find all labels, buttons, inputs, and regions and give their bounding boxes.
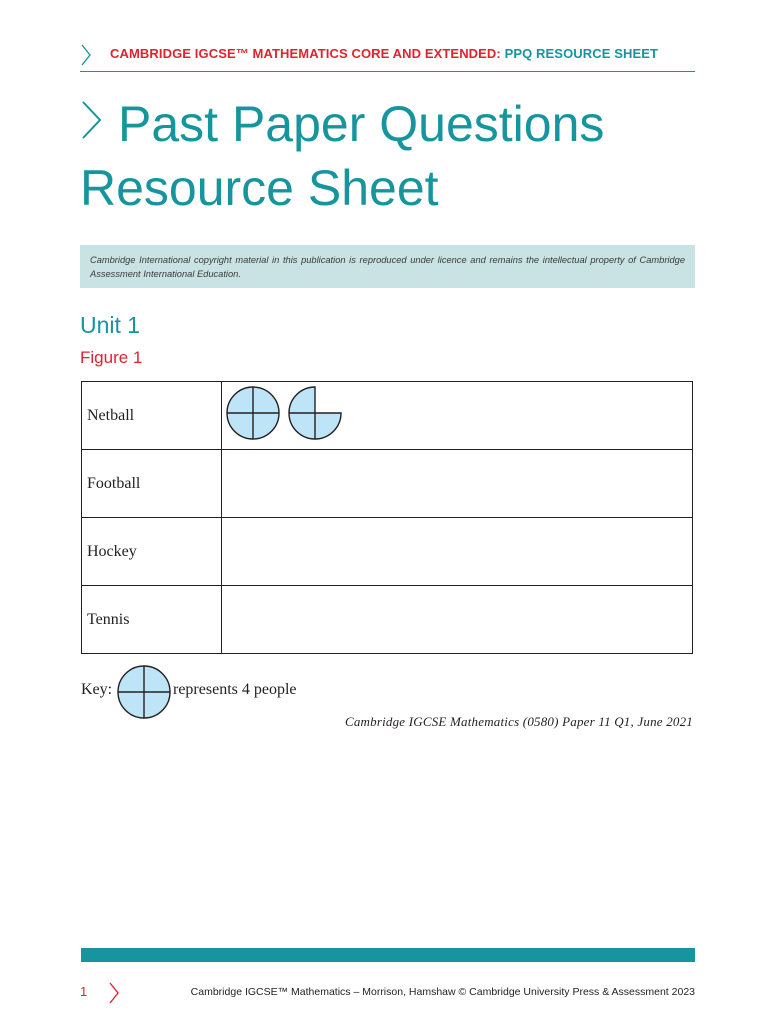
source-citation: Cambridge IGCSE Mathematics (0580) Paper 11 Q1, June 2021 [344, 714, 693, 729]
quartered-circle-icon [225, 385, 281, 441]
table-row [82, 586, 693, 654]
symbol-cell [222, 586, 693, 654]
header-chevron-icon [80, 44, 92, 66]
header-series: CAMBRIDGE IGCSE™ MATHEMATICS CORE AND EXTENDED: [110, 46, 501, 61]
footer-bar [81, 948, 695, 962]
symbol-cell [222, 382, 693, 450]
key-label: Key: [81, 681, 113, 698]
symbol-cell [222, 518, 693, 586]
table-row [82, 518, 693, 586]
page-title [80, 92, 720, 220]
footer-credit: Cambridge IGCSE™ Mathematics – Morrison, Hamshaw © Cambridge University Press & Assessment 2023 [190, 986, 695, 998]
partial-circle-icon [287, 385, 343, 441]
page-number: 1 [80, 984, 88, 999]
footer-chevron-icon [108, 982, 120, 1004]
category-label: Tennis [82, 586, 222, 654]
category-label: Football [82, 450, 222, 518]
copyright-box [80, 245, 695, 288]
pictogram-table [81, 381, 693, 654]
title-line-2: Resource Sheet [80, 160, 439, 216]
quartered-circle-icon [116, 664, 172, 720]
header-sheet-type: PPQ RESOURCE SHEET [504, 46, 659, 61]
category-label: Hockey [82, 518, 222, 586]
title-line-1: Past Paper Questions [118, 96, 605, 152]
figure-heading: Figure 1 [80, 348, 143, 367]
header-rule [80, 71, 695, 72]
running-header [110, 46, 658, 61]
unit-heading: Unit 1 [80, 312, 141, 338]
table-row [82, 450, 693, 518]
key-symbol [116, 664, 172, 725]
symbol-cell [222, 450, 693, 518]
key-text: represents 4 people [173, 681, 297, 698]
copyright-notice: Cambridge International copyright material in this publication is reproduced under licence and remains the intellectual property of Cambridge Assessment International Education. [90, 255, 685, 279]
category-label: Netball [82, 382, 222, 450]
table-row [82, 382, 693, 450]
